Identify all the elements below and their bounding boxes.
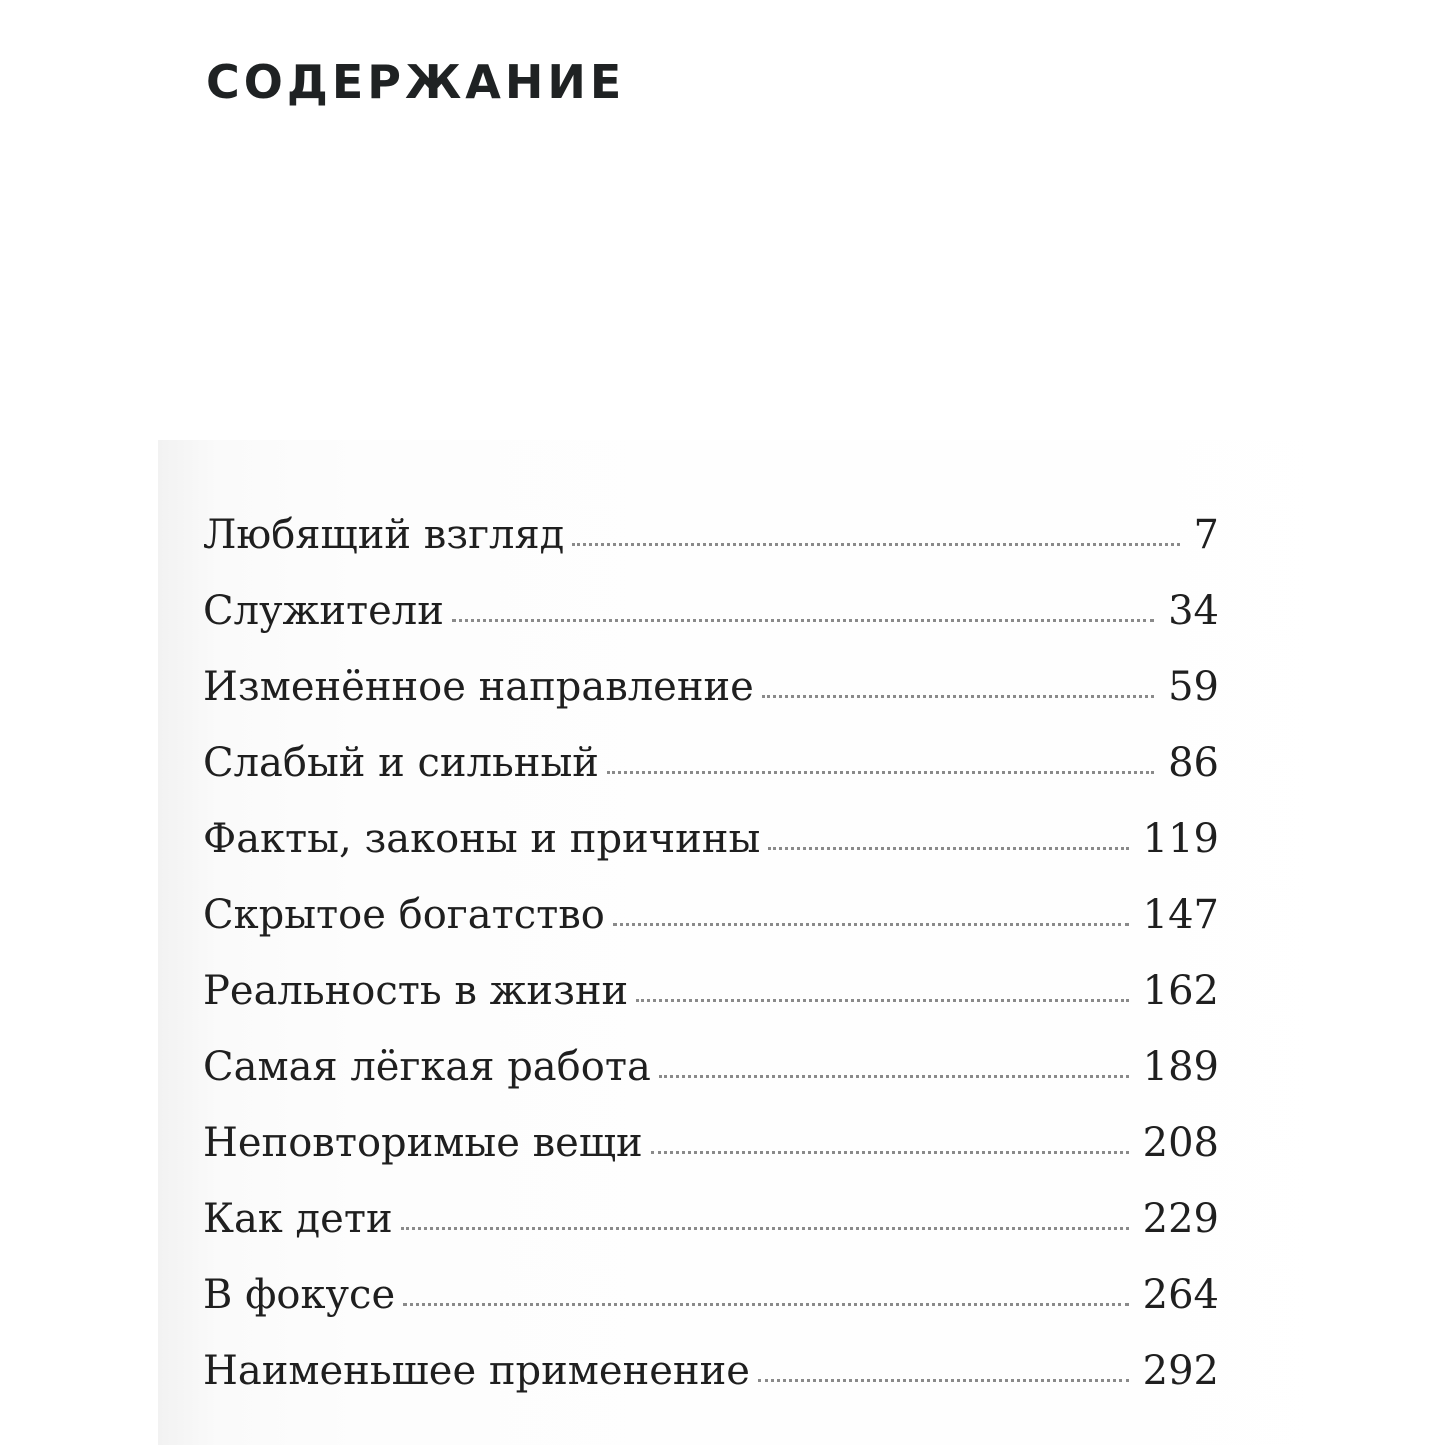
dot-leader [636,999,1128,1002]
dot-leader [659,1075,1129,1078]
dot-leader [572,543,1179,546]
toc-entry-title: В фокусе [203,1272,396,1318]
toc-entry [203,725,1219,801]
toc-entry-page: 119 [1142,816,1219,862]
toc-entry-page: 59 [1168,664,1219,710]
dot-leader [607,771,1154,774]
toc-entry [203,497,1219,573]
toc-entry-page: 292 [1142,1348,1219,1394]
toc-entry-title: Наименьшее применение [203,1348,750,1394]
table-of-contents [203,497,1219,1409]
toc-entry-title: Любящий взгляд [203,512,565,558]
toc-entry-title: Изменённое направление [203,664,754,710]
toc-entry-page: 208 [1142,1120,1219,1166]
dot-leader [401,1227,1129,1230]
page-title: СОДЕРЖАНИЕ [206,55,626,109]
toc-entry [203,1105,1219,1181]
dot-leader [762,695,1154,698]
toc-entry [203,953,1219,1029]
dot-leader [758,1379,1129,1382]
dot-leader [452,619,1154,622]
toc-entry-page: 86 [1168,740,1219,786]
toc-entry-page: 189 [1142,1044,1219,1090]
toc-entry [203,877,1219,953]
toc-entry [203,1029,1219,1105]
dot-leader [613,923,1129,926]
toc-entry-title: Слабый и сильный [203,740,599,786]
dot-leader [403,1303,1129,1306]
toc-entry-title: Служители [203,588,444,634]
toc-entry [203,1333,1219,1409]
toc-entry-title: Факты, законы и причины [203,816,761,862]
toc-entry [203,1181,1219,1257]
toc-entry [203,1257,1219,1333]
toc-entry-title: Как дети [203,1196,393,1242]
toc-entry-page: 264 [1142,1272,1219,1318]
toc-entry [203,573,1219,649]
toc-entry-page: 7 [1193,512,1219,558]
toc-entry [203,649,1219,725]
toc-entry-title: Самая лёгкая работа [203,1044,651,1090]
toc-entry-page: 229 [1142,1196,1219,1242]
toc-entry-title: Неповторимые вещи [203,1120,643,1166]
toc-entry-page: 147 [1142,892,1219,938]
dot-leader [651,1151,1129,1154]
toc-entry [203,801,1219,877]
toc-entry-title: Скрытое богатство [203,892,605,938]
toc-entry-title: Реальность в жизни [203,968,629,1014]
toc-entry-page: 162 [1142,968,1219,1014]
toc-entry-page: 34 [1168,588,1219,634]
dot-leader [768,847,1128,850]
